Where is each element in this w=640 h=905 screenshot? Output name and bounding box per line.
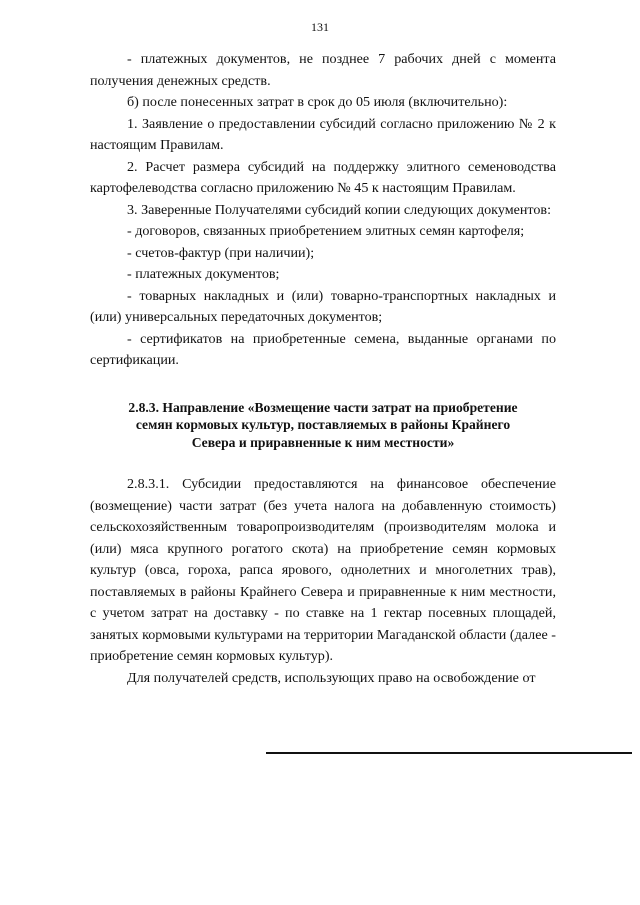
section-heading bbox=[90, 399, 556, 452]
section-heading-line: Севера и приравненные к ним местности» bbox=[191, 434, 455, 450]
paragraph: - платежных документов, не позднее 7 рабочих дней с момента получения денежных средств. bbox=[90, 51, 556, 89]
paragraph: Для получателей средств, использующих право на освобождение от bbox=[127, 669, 536, 686]
paragraph: 1. Заявление о предоставлении субсидий согласно приложению № 2 к настоящим Правилам. bbox=[90, 115, 556, 153]
list-item: - счетов-фактур (при наличии); bbox=[127, 244, 315, 261]
list-item: - товарных накладных и (или) товарно-транспортных накладных и (или) универсальных передаточных документов; bbox=[90, 287, 556, 325]
section-heading-line: 2.8.3. Направление «Возмещение части затрат на приобретение bbox=[128, 399, 518, 415]
page-number: 131 bbox=[311, 20, 329, 34]
document-body bbox=[90, 49, 556, 689]
section-heading-line: семян кормовых культур, поставляемых в районы Крайнего bbox=[135, 417, 511, 432]
paragraph: 2. Расчет размера субсидий на поддержку элитного семеноводства картофелеводства согласно приложению № 45 к настоящим Правилам. bbox=[90, 158, 556, 196]
spacer bbox=[90, 451, 556, 474]
paragraph: 2.8.3.1. Субсидии предоставляются на финансовое обеспечение (возмещение) части затрат (без учета налога на добавленную стоимость) сельскохозяйственным товаропроизводителям (производителям молока и (или) мяса крупного рогатого скота) на приобретение семян кормовых культур (овса, гороха, рапса ярового, однолетних и многолетних трав), поставляемых в районы Крайнего Севера и приравненные к ним местности, с учетом затрат на доставку - по ставке на 1 гектар посевных площадей, занятых кормовыми культурами на территории Магаданской области (далее - приобретение семян кормовых культур). bbox=[90, 476, 556, 664]
paragraph: б) после понесенных затрат в срок до 05 июля (включительно): bbox=[127, 94, 508, 110]
list-item: - сертификатов на приобретенные семена, выданные органами по сертификации. bbox=[90, 330, 556, 368]
list-item: - платежных документов; bbox=[127, 266, 280, 282]
paragraph: 3. Заверенные Получателями субсидий копии следующих документов: bbox=[127, 201, 551, 218]
list-item: - договоров, связанных приобретением элитных семян картофеля; bbox=[127, 223, 525, 239]
footnote-separator-line bbox=[266, 752, 632, 754]
